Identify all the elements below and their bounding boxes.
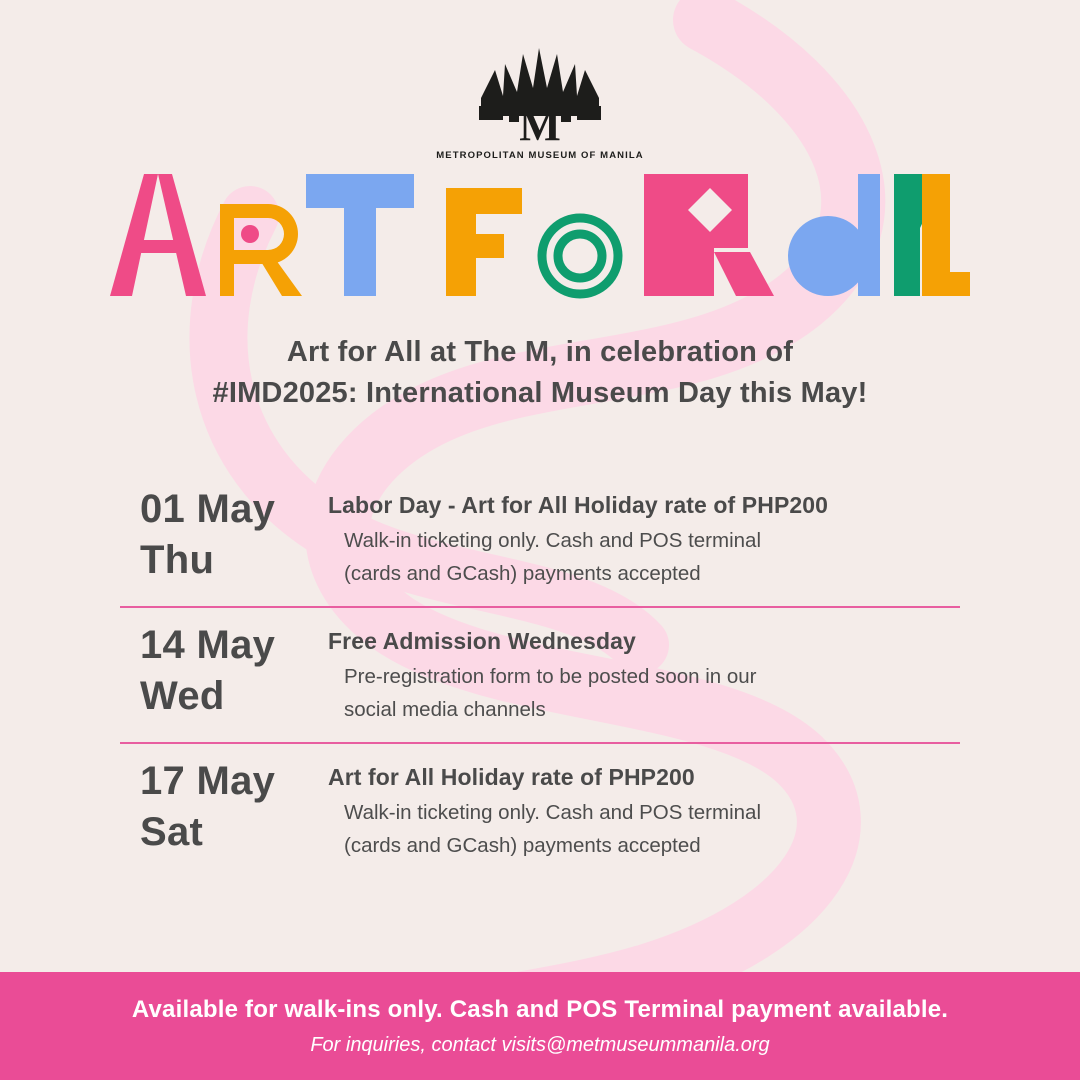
schedule-list: [120, 478, 960, 872]
title-letter-f: [446, 188, 522, 296]
schedule-date-value: 01 May: [140, 487, 276, 531]
schedule-divider: [120, 742, 960, 744]
schedule-heading: Free Admission Wednesday: [328, 628, 636, 654]
schedule-note-line-1: Walk-in ticketing only. Cash and POS terminal: [344, 801, 761, 824]
subtitle-line-1: Art for All at The M, in celebration of: [286, 336, 794, 368]
title-letter-a2: [788, 174, 880, 296]
footer-main-text: Available for walk-ins only. Cash and POS Terminal payment available.: [131, 996, 949, 1023]
footer-contact-text: For inquiries, contact visits@metmuseummanila.org: [310, 1034, 770, 1056]
schedule-day-value: Wed: [140, 674, 225, 718]
schedule-details: [328, 620, 960, 726]
schedule-heading: Art for All Holiday rate of PHP200: [328, 764, 695, 790]
schedule-date: [120, 620, 328, 722]
title-letter-r2: [644, 174, 774, 296]
schedule-note-line-2: (cards and GCash) payments accepted: [344, 562, 701, 585]
schedule-note-line-1: Walk-in ticketing only. Cash and POS terminal: [344, 529, 761, 552]
schedule-date-value: 14 May: [140, 623, 276, 667]
schedule-note-line-1: Pre-registration form to be posted soon in our: [344, 665, 757, 688]
logo-caption: METROPOLITAN MUSEUM OF MANILA: [436, 150, 644, 161]
schedule-note-line-2: (cards and GCash) payments accepted: [344, 834, 701, 857]
schedule-date: [120, 484, 328, 586]
schedule-row: [120, 750, 960, 872]
schedule-divider: [120, 606, 960, 608]
schedule-details: [328, 484, 960, 590]
footer-banner: [0, 972, 1080, 1080]
title-letter-t: [306, 174, 414, 296]
schedule-row: [120, 478, 960, 600]
museum-starburst-logo-icon: [465, 46, 615, 142]
poster-subtitle: [0, 332, 1080, 414]
schedule-day-value: Sat: [140, 810, 204, 854]
schedule-day-value: Thu: [140, 538, 215, 582]
art-for-all-wordmark: [110, 168, 970, 308]
schedule-row: [120, 614, 960, 736]
title-letter-r1: [220, 204, 302, 296]
museum-logo: [0, 46, 1080, 161]
schedule-date: [120, 756, 328, 858]
schedule-note-line-2: social media channels: [344, 698, 546, 721]
svg-text:M: M: [519, 101, 561, 142]
title-letter-l2: [922, 174, 970, 296]
schedule-heading: Labor Day - Art for All Holiday rate of PHP200: [328, 492, 829, 518]
schedule-details: [328, 756, 960, 862]
poster-title: [0, 168, 1080, 308]
title-letter-o1: [542, 218, 618, 294]
subtitle-line-2: #IMD2025: International Museum Day this May!: [212, 377, 868, 409]
title-letter-a1: [110, 174, 206, 296]
schedule-date-value: 17 May: [140, 759, 276, 803]
